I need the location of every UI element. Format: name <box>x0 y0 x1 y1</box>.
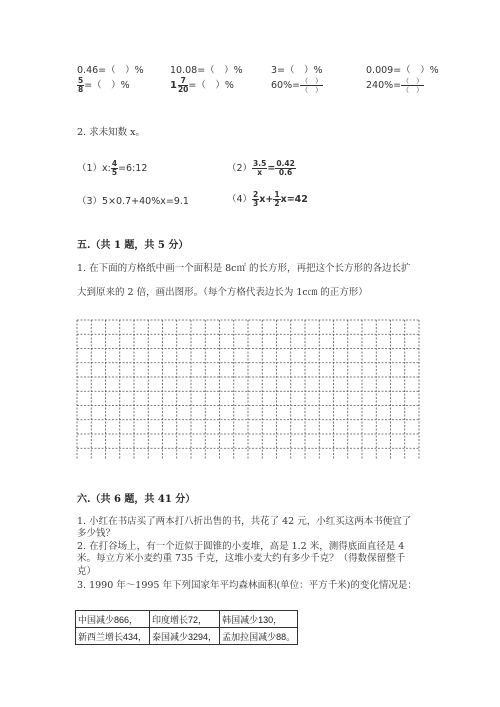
table-cell: 泰国减少3294， <box>150 628 220 645</box>
equation-label: （4） <box>227 194 253 205</box>
question-2-title: 2. 求未知数 x。 <box>77 127 145 138</box>
equation-1 <box>77 160 147 177</box>
conversion-item-1: 0.46=（ ）% <box>77 65 144 76</box>
fraction-numerator: （ ） <box>301 77 323 85</box>
table-cell: 韩国减少130， <box>220 611 298 628</box>
equals-sign: = <box>267 163 276 174</box>
conversion-item-5 <box>77 77 130 94</box>
section-6-line-1: 1. 小红在书店买了两本打八折出售的书，共花了 42 元，小红买这两本书便宜了 <box>77 516 412 527</box>
equation-text: x: <box>102 163 111 174</box>
conversion-lead: 240%= <box>366 80 402 91</box>
conversion-item-6 <box>170 77 234 94</box>
fraction-denominator: （ ） <box>301 86 323 94</box>
square-grid-paper[interactable] <box>76 319 423 459</box>
fraction-denominator: 5 <box>111 168 118 177</box>
fraction-4-5 <box>111 160 118 177</box>
section-6-line-3: 2. 在打谷场上，有一个近似于圆锥的小麦堆，高是 1.2 米，测得底面直径是 4 <box>77 541 405 552</box>
fraction-numerator: 3.5 <box>253 159 267 168</box>
table-cell: 新西兰增长434， <box>76 628 150 645</box>
fraction-denominator: （ ） <box>402 86 424 94</box>
section-6-line-4: 米。每立方米小麦约重 735 千克，这堆小麦大约有多少千克？（得数保留整千 <box>77 553 406 564</box>
equation-3 <box>77 193 189 207</box>
fraction-denominator: 2 <box>274 199 280 208</box>
section-6-heading: 六.（共 6 题，共 41 分） <box>77 494 196 505</box>
equation-4 <box>227 191 308 208</box>
fraction-numerator: 5 <box>78 76 84 85</box>
equation-text: =6:12 <box>118 163 148 174</box>
fraction-denominator: 3 <box>253 199 259 208</box>
equation-2 <box>227 160 296 177</box>
section-6-line-2: 多少钱？ <box>77 528 116 539</box>
section-5-question-line-2: 大到原来的 2 倍，画出图形。（每个方格代表边长为 1c㎝ 的正方形） <box>77 287 368 298</box>
blank-fraction <box>401 77 424 94</box>
fraction-denominator: 20 <box>177 85 189 94</box>
fraction-3.5-x <box>252 160 267 177</box>
section-6-line-6: 3. 1990 年～1995 年下列国家年平均森林面积(单位：平方千米)的变化情况是： <box>77 580 417 591</box>
fraction-denominator: 0.6 <box>278 168 293 177</box>
conversion-rest: =（ ）% <box>84 80 130 91</box>
conversion-item-8 <box>366 77 424 94</box>
fraction-numerator: 2 <box>253 190 259 199</box>
fraction-numerator: （ ） <box>402 77 424 85</box>
conversion-item-4: 0.009=（ ）% <box>366 65 439 76</box>
fraction-denominator: x <box>257 168 263 177</box>
conversion-item-2: 10.08=（ ）% <box>170 65 243 76</box>
conversion-lead: 60%= <box>271 80 301 91</box>
section-6-line-5: 克） <box>77 566 97 577</box>
conversion-rest: =（ ）% <box>188 80 234 91</box>
table-cell: 中国减少866， <box>76 611 150 628</box>
fraction-1-2 <box>273 191 280 208</box>
equation-text: 5×0.7+40%x=9.1 <box>102 196 189 207</box>
equation-label: （1） <box>77 163 103 174</box>
conversion-item-3: 3=（ ）% <box>271 65 323 76</box>
equation-label: （3） <box>77 196 103 207</box>
equation-label: （2） <box>227 163 253 174</box>
fraction-7-20 <box>178 77 188 94</box>
forest-area-table <box>75 610 298 645</box>
equation-text: x=42 <box>280 194 308 205</box>
blank-fraction <box>300 77 323 94</box>
table-row <box>76 628 298 645</box>
fraction-numerator: 7 <box>178 77 188 86</box>
section-5-heading: 五.（共 1 题，共 5 分） <box>77 240 189 251</box>
fraction-numerator: 4 <box>111 159 118 168</box>
table-row <box>76 611 298 628</box>
conversion-item-7 <box>271 77 323 94</box>
fraction-0.42-0.6 <box>275 160 296 177</box>
equation-text: x+ <box>259 194 274 205</box>
fraction-numerator: 0.42 <box>276 159 295 168</box>
section-5-question-line-1: 1. 在下面的方格纸中画一个面积是 8c㎡ 的长方形，再把这个长方形的各边长扩 <box>77 263 411 274</box>
table-cell: 印度增长72， <box>150 611 220 628</box>
fraction-numerator: 1 <box>274 190 280 199</box>
mixed-number-whole: 1 <box>170 80 177 91</box>
fraction-denominator: 8 <box>78 85 84 94</box>
table-cell: 孟加拉国减少88。 <box>220 628 298 645</box>
